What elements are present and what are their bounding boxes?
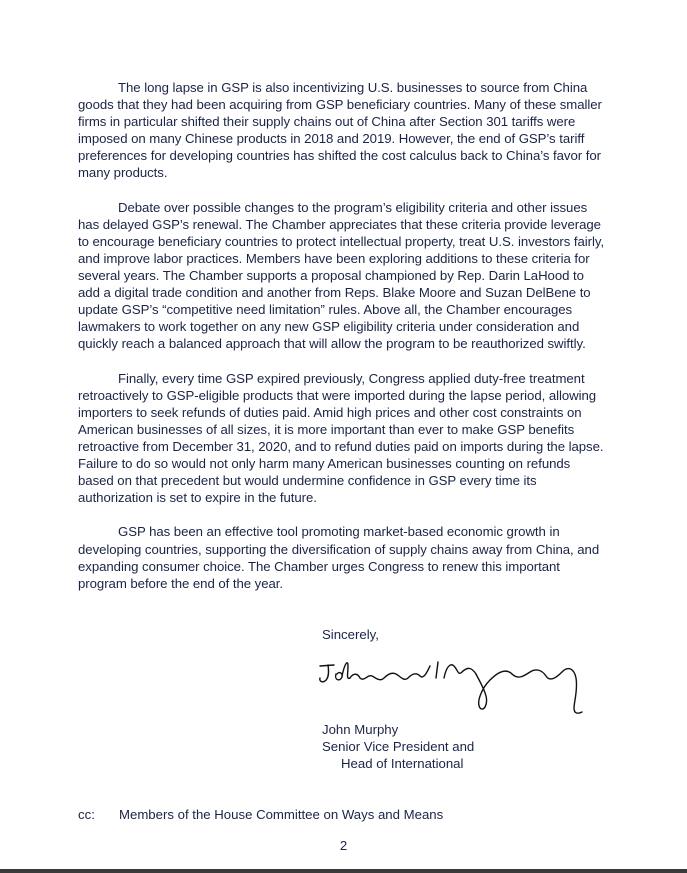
cc-line <box>78 806 443 823</box>
handwritten-signature <box>312 652 592 720</box>
signer-name: John Murphy <box>322 722 399 737</box>
body-paragraph-4: GSP has been an effective tool promoting market-based economic growth in developing countries, supporting the diversification of supply chains away from China, and expanding consumer choice. The Chamber urges Congress to renew this important program before the end of the year. <box>78 524 600 591</box>
body-paragraph-3: Finally, every time GSP expired previously, Congress applied duty-free treatment retroactively to GSP-eligible products that were imported during the lapse period, allowing importers to seek refunds of duties paid. Amid high prices and other cost constraints on American businesses of all sizes, it is more important than ever to make GSP benefits retroactive from December 31, 2020, and to refund duties paid on imports during the lapse. Failure to do so would not only harm many American businesses counting on refunds based on that precedent but would undermine confidence in GSP every time its authorization is set to expire in the future. <box>78 370 604 506</box>
body-paragraph-1: The long lapse in GSP is also incentivizing U.S. businesses to source from China goods that they had been acquiring from GSP beneficiary countries. Many of these smaller firms in particular shifted their supply chains out of China after Section 301 tariffs were imposed on many Chinese products in 2018 and 2019. However, the end of GSP’s tariff preferences for developing countries has shifted the cost calculus back to China’s favor for many products. <box>78 80 602 181</box>
page-bottom-edge <box>0 869 687 873</box>
closing-salutation: Sincerely, <box>322 627 379 642</box>
page-number: 2 <box>339 838 348 853</box>
body-paragraph-2: Debate over possible changes to the program’s eligibility criteria and other issues has delayed GSP’s renewal. The Chamber appreciates that these criteria provide leverage to encourage beneficiary countries to protect intellectual property, treat U.S. investors fairly, and improve labor practices. Members have been exploring additions to these criteria for several years. The Chamber supports a proposal championed by Rep. Darin LaHood to add a digital trade condition and another from Reps. Blake Moore and Suzan DelBene to update GSP’s “competitive need limitation” rules. Above all, the Chamber encourages lawmakers to work together on any new GSP eligibility criteria under consideration and quickly reach a balanced approach that will allow the program to be reauthorized swiftly. <box>78 199 605 352</box>
signer-title-line-1: Senior Vice President and <box>322 739 475 755</box>
signer-block <box>322 721 474 772</box>
letter-body <box>78 79 606 609</box>
cc-label: cc: <box>78 807 95 822</box>
cc-recipients: Members of the House Committee on Ways and Means <box>119 807 444 822</box>
signer-title-line-2: Head of International <box>341 756 464 772</box>
